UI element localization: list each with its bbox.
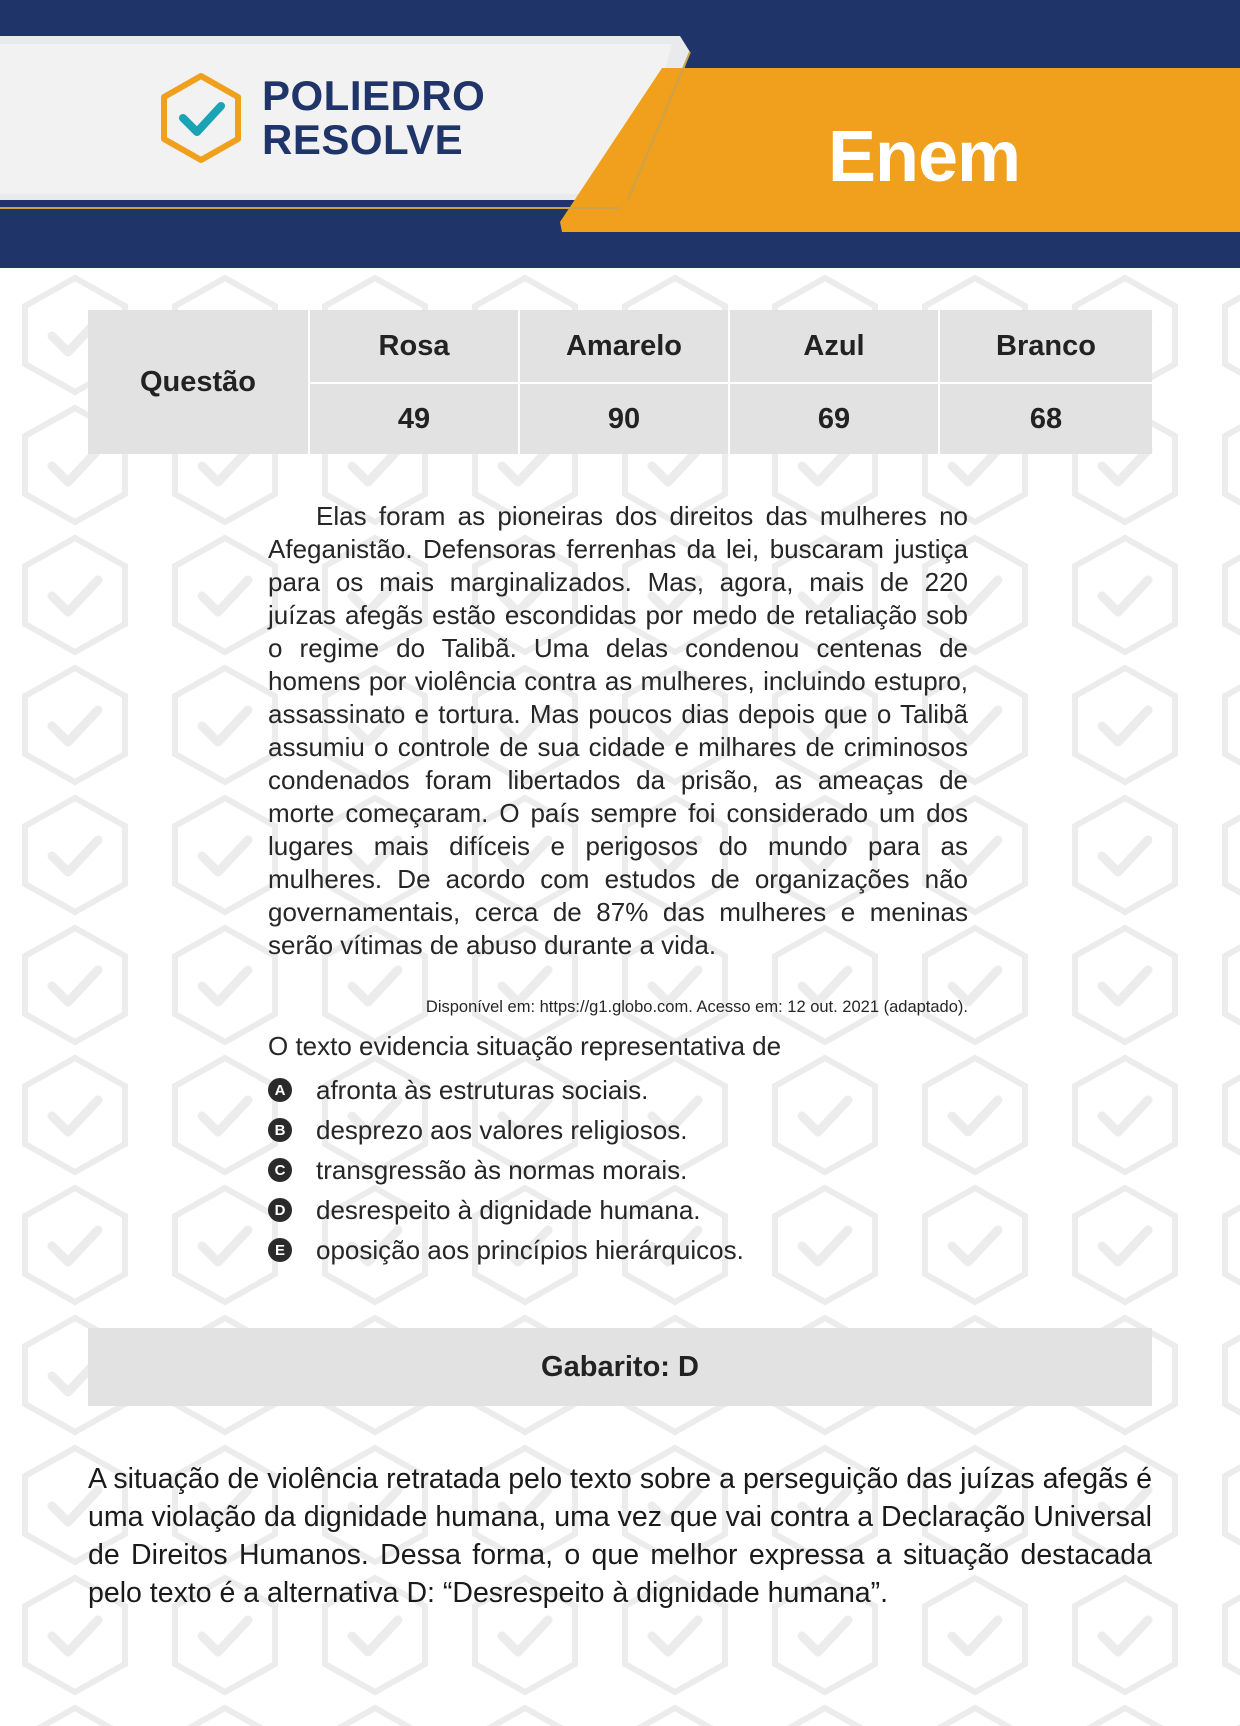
exam-title: Enem <box>828 117 1021 197</box>
option-a <box>268 1070 968 1110</box>
column-header-amarelo: Amarelo <box>518 310 728 382</box>
option-text: oposição aos princípios hierárquicos. <box>316 1234 744 1265</box>
header-banner <box>0 0 1240 268</box>
brand-name <box>262 74 485 162</box>
poliedro-logo-icon <box>156 70 246 166</box>
option-text: desprezo aos valores religiosos. <box>316 1114 688 1145</box>
question-number-branco: 68 <box>938 382 1152 454</box>
question-number-rosa: 49 <box>308 382 518 454</box>
question-stem: O texto evidencia situação representativa de <box>268 1031 782 1061</box>
question-number-table <box>88 310 1152 454</box>
question-number-azul: 69 <box>728 382 938 454</box>
question-passage: Elas foram as pioneiras dos direitos das mulheres no Afeganistão. Defensoras ferrenhas da lei, buscaram justiça para os mais marginalizados. Mas, agora, mais de 220 juízas afegãs estão escondidas por medo de retaliação sob o regime do Talibã. Uma delas condenou centenas de homens por violência contra as mulheres, incluindo estupro, assassinato e tortura. Mas poucos dias depois que o Talibã assumiu o controle de sua cidade e milhares de criminosos condenados foram libertados da prisão, as ameaças de morte começaram. O país sempre foi considerado um dos lugares mais difíceis e perigosos do mundo para as mulheres. De acordo com estudos de organizações não governamentais, cerca de 87% das mulheres e meninas serão vítimas de abuso durante a vida. <box>268 501 968 960</box>
option-letter-badge: D <box>268 1198 292 1222</box>
column-header-azul: Azul <box>728 310 938 382</box>
option-c <box>268 1150 968 1190</box>
option-letter-badge: C <box>268 1158 292 1182</box>
option-e <box>268 1230 968 1270</box>
option-d <box>268 1190 968 1230</box>
option-text: afronta às estruturas sociais. <box>316 1074 649 1105</box>
column-header-branco: Branco <box>938 310 1152 382</box>
column-header-rosa: Rosa <box>308 310 518 382</box>
brand-line-1: POLIEDRO <box>262 72 486 119</box>
option-letter-badge: B <box>268 1118 292 1142</box>
question-number-amarelo: 90 <box>518 382 728 454</box>
option-letter-badge: A <box>268 1078 292 1102</box>
answer-options <box>268 1070 968 1270</box>
table-row-label: Questão <box>88 310 308 454</box>
option-b <box>268 1110 968 1150</box>
answer-key: Gabarito: D <box>88 1328 1152 1406</box>
option-text: desrespeito à dignidade humana. <box>316 1194 701 1225</box>
option-letter-badge: E <box>268 1238 292 1262</box>
passage-source: Disponível em: https://g1.globo.com. Acesso em: 12 out. 2021 (adaptado). <box>425 998 968 1016</box>
option-text: transgressão às normas morais. <box>316 1154 688 1185</box>
brand-line-2: RESOLVE <box>262 116 464 163</box>
answer-explanation: A situação de violência retratada pelo texto sobre a perseguição das juízas afegãs é uma violação da dignidade humana, uma vez que vai contra a Declaração Universal de Direitos Humanos. Dessa forma, o que melhor expressa a situação destacada pelo texto é a alternativa D: “Desrespeito à dignidade humana”. <box>88 1463 1152 1609</box>
